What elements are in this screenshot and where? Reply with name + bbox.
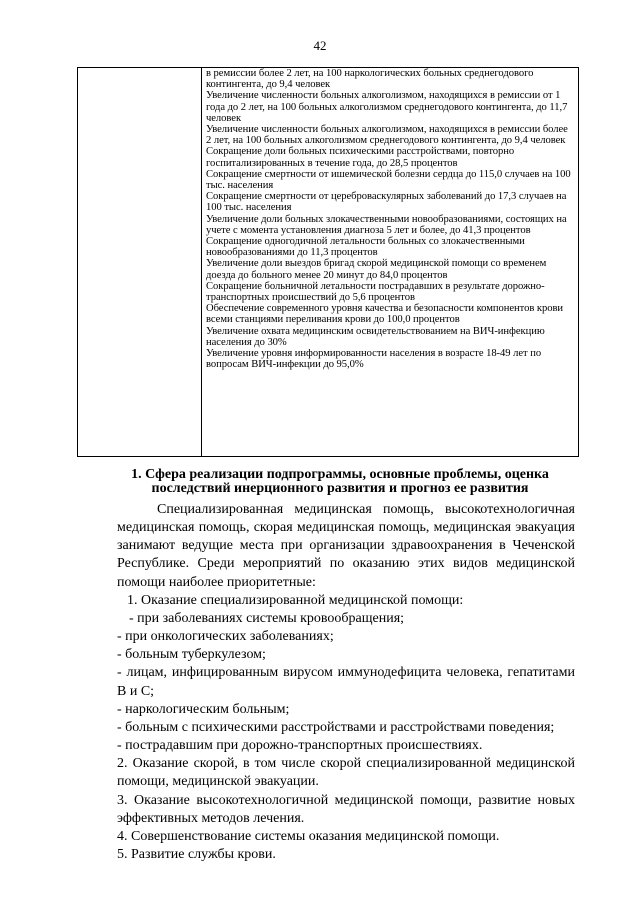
list-item: 1. Оказание специализированной медицинской помощи: [127, 592, 464, 608]
indicator-item: в ремиссии более 2 лет, на 100 наркологических больных среднегодового контингента, до 9,4 человек [206, 68, 534, 91]
indicator-item: Увеличение доли выездов бригад скорой медицинской помощи со временем доезда до больного менее 20 минут до 84,0 процентов [206, 258, 547, 281]
table-left-column [78, 68, 202, 456]
page-number: 42 [313, 38, 327, 53]
list-item: 5. Развитие службы крови. [117, 846, 276, 862]
intro-paragraph: Специализированная медицинская помощь, высокотехнологичная медицинская помощь, скорая медицинская помощь, медицинская эвакуация занимают ведущие места при организации здравоохранения в Чеченской Республике. Среди мероприятий по оказанию этих видов медицинской помощи наиболее приоритетные: [117, 502, 575, 590]
indicator-item: Сокращение доли больных психическими расстройствами, повторно госпитализированных в течение года, до 28,5 процентов [206, 146, 515, 169]
sub-list-item: - лицам, инфицированным вирусом иммунодефицита человека, гепатитами B и C; [117, 665, 575, 699]
indicators-table [77, 67, 579, 457]
indicator-item: Сокращение смертности от цереброваскулярных заболеваний до 17,3 случаев на 100 тыс. населения [206, 191, 567, 214]
sub-list-item: - наркологическим больным; [117, 701, 290, 717]
sub-list-item: - пострадавшим при дорожно-транспортных происшествиях. [117, 738, 483, 754]
list-item: 3. Оказание высокотехнологичной медицинской помощи, развитие новых эффективных методов лечения. [117, 792, 575, 826]
section-title: 1. Сфера реализации подпрограммы, основные проблемы, оценка последствий инерционного развития и прогноз ее развития [131, 467, 549, 496]
indicator-item: Сокращение смертности от ишемической болезни сердца до 115,0 случаев на 100 тыс. населения [206, 168, 571, 192]
indicator-item: Сокращение одногодичной летальности больных со злокачественными новообразованиями до 11,3 процентов [206, 236, 525, 259]
sub-list-item: - больным с психическими расстройствами и расстройствами поведения; [117, 719, 555, 735]
list-item: 2. Оказание скорой, в том числе скорой специализированной медицинской помощи, медицинской эвакуации. [117, 756, 575, 790]
table-right-column [202, 68, 578, 456]
indicator-item: Сокращение больничной летальности пострадавших в результате дорожно-транспортных происшествий до 5,6 процентов [206, 280, 545, 304]
sub-list-item: - при заболеваниях системы кровообращения; [129, 610, 405, 626]
sub-list-item: - больным туберкулезом; [117, 647, 266, 663]
indicator-item: Увеличение численности больных алкоголизмом, находящихся в ремиссии более 2 лет, на 100 больных алкоголизмом среднегодового контингента, до 9,4 человек [206, 124, 568, 147]
list-item: 4. Совершенствование системы оказания медицинской помощи. [117, 828, 500, 844]
indicator-item: Обеспечение современного уровня качества и безопасности компонентов крови всеми станциями переливания крови до 100,0 процентов [206, 303, 564, 326]
sub-list-item: - при онкологических заболеваниях; [117, 629, 334, 645]
indicator-item: Увеличение уровня информированности населения в возрасте 18-49 лет по вопросам ВИЧ-инфекции до 95,0% [206, 348, 542, 371]
indicator-item: Увеличение охвата медицинским освидетельствованием на ВИЧ-инфекцию населения до 30% [206, 325, 545, 348]
indicator-item: Увеличение численности больных алкоголизмом, находящихся в ремиссии от 1 года до 2 лет, на 100 больных алкоголизмом среднегодового контингента, до 11,7 человек [206, 90, 568, 124]
section-body [117, 501, 575, 864]
indicator-item: Увеличение доли больных злокачественными новообразованиями, состоящих на учете с момента установления диагноза 5 лет и более, до 41,3 процентов [206, 213, 567, 236]
